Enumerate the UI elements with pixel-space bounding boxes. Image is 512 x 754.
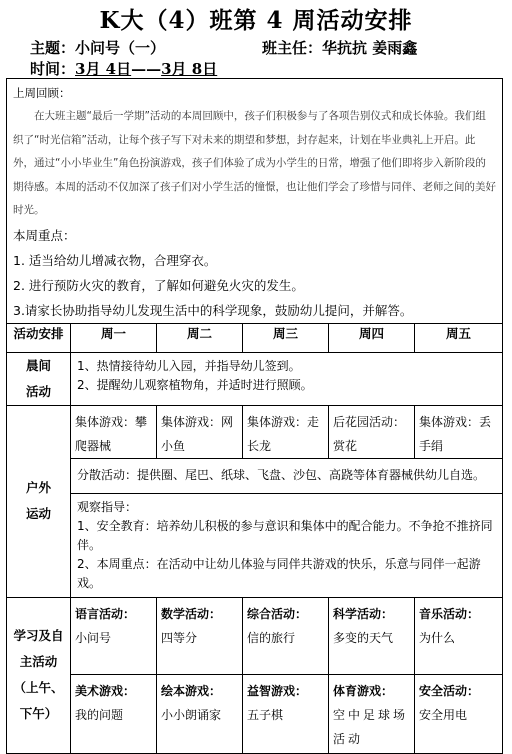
morning-label: 晨间活动 <box>7 352 71 405</box>
outdoor-game: 集体游戏：走长龙 <box>243 405 329 458</box>
study-cell: 科学活动： 多变的天气 <box>329 597 415 674</box>
theme-label: 主题： <box>30 39 76 57</box>
theme-line <box>30 37 165 58</box>
review-text: 在大班主题“最后一学期”活动的本周回顾中，孩子们积极参与了各项告别仪式和成长体验。我们组织了“时光信箱”活动，让每个孩子写下对未来的期望和梦想，封存起来，计划在毕业典礼上开启。此外，通过“小小毕业生”角色扮演游戏，孩子们体验了成为小学生的日常，增强了他们即将步入新阶段的期待感。本周的活动不仅加深了孩子们对小学生活的憧憬，也让他们学会了珍惜与同伴、老师之间的美好时光。 <box>13 110 496 216</box>
outdoor-game: 集体游戏：丢手绢 <box>415 405 503 458</box>
study-cell: 体育游戏： 空中足球场活动 <box>329 674 415 753</box>
review-row <box>7 79 503 324</box>
study-row-2 <box>7 674 503 753</box>
study-cell: 绘本游戏： 小小朗诵家 <box>157 674 243 753</box>
focus-heading: 本周重点： <box>13 227 76 243</box>
header-cell: 周五 <box>415 323 503 352</box>
header-cell: 周二 <box>157 323 243 352</box>
study-cell: 安全活动： 安全用电 <box>415 674 503 753</box>
outdoor-scatter-row <box>7 458 503 493</box>
time-separator: —— <box>131 60 162 78</box>
time-line <box>30 58 217 79</box>
header-row <box>7 323 503 352</box>
time-label: 时间： <box>30 60 76 78</box>
outdoor-game: 集体游戏：攀爬器械 <box>71 405 157 458</box>
outdoor-observe-row <box>7 493 503 597</box>
study-cell: 数学活动： 四等分 <box>157 597 243 674</box>
study-cell: 美术游戏： 我的问题 <box>71 674 157 753</box>
study-row-1 <box>7 597 503 674</box>
focus-item: 2. 进行预防火灾的教育，了解如何避免火灾的发生。 <box>13 277 304 293</box>
outdoor-game: 后花园活动：赏花 <box>329 405 415 458</box>
observe-item: 1、安全教育：培养幼儿积极的参与意识和集体中的配合能力。不争抢不推挤同伴。 <box>77 518 493 552</box>
review-block <box>7 79 502 323</box>
review-heading: 上周回顾： <box>13 86 71 100</box>
outdoor-scatter: 分散活动：提供圈、尾巴、纸球、飞盘、沙包、高跷等体育器械供幼儿自选。 <box>71 458 503 493</box>
outdoor-games-row <box>7 405 503 458</box>
header-cell: 活动安排 <box>7 323 71 352</box>
focus-item: 1. 适当给幼儿增减衣物，合理穿衣。 <box>13 252 217 268</box>
study-cell: 综合活动： 信的旅行 <box>243 597 329 674</box>
focus-item: 3.请家长协助指导幼儿发现生活中的科学现象，鼓励幼儿提问，并解答。 <box>13 302 413 318</box>
teacher-label: 班主任： <box>262 39 323 57</box>
time-end: 3月 8日 <box>161 60 218 78</box>
outdoor-label: 户外运动 <box>7 405 71 597</box>
study-cell: 音乐活动： 为什么 <box>415 597 503 674</box>
page-title: K大（4）班第 4 周活动安排 <box>99 7 413 34</box>
teacher-value: 华抗抗 姜雨鑫 <box>322 39 418 57</box>
morning-row <box>7 352 503 405</box>
morning-item: 2、提醒幼儿观察植物角，并适时进行照顾。 <box>77 377 313 392</box>
study-label: 学习及自主活动（上午、下午） <box>7 597 71 753</box>
observe-heading: 观察指导： <box>77 499 138 514</box>
header-cell: 周一 <box>71 323 157 352</box>
morning-item: 1、热情接待幼儿入园，并指导幼儿签到。 <box>77 358 301 373</box>
outdoor-game: 集体游戏：网小鱼 <box>157 405 243 458</box>
header-cell: 周四 <box>329 323 415 352</box>
study-cell: 语言活动： 小问号 <box>71 597 157 674</box>
outdoor-observe <box>71 493 503 597</box>
teacher-line <box>262 37 417 58</box>
theme-value: 小问号（一） <box>75 39 166 57</box>
header-cell: 周三 <box>243 323 329 352</box>
morning-content <box>71 352 503 405</box>
schedule-table <box>6 78 503 754</box>
study-cell: 益智游戏： 五子棋 <box>243 674 329 753</box>
observe-item: 2、本周重点：在活动中让幼儿体验与同伴共游戏的快乐，乐意与同伴一起游戏。 <box>77 556 481 590</box>
time-start: 3月 4日 <box>75 60 132 78</box>
